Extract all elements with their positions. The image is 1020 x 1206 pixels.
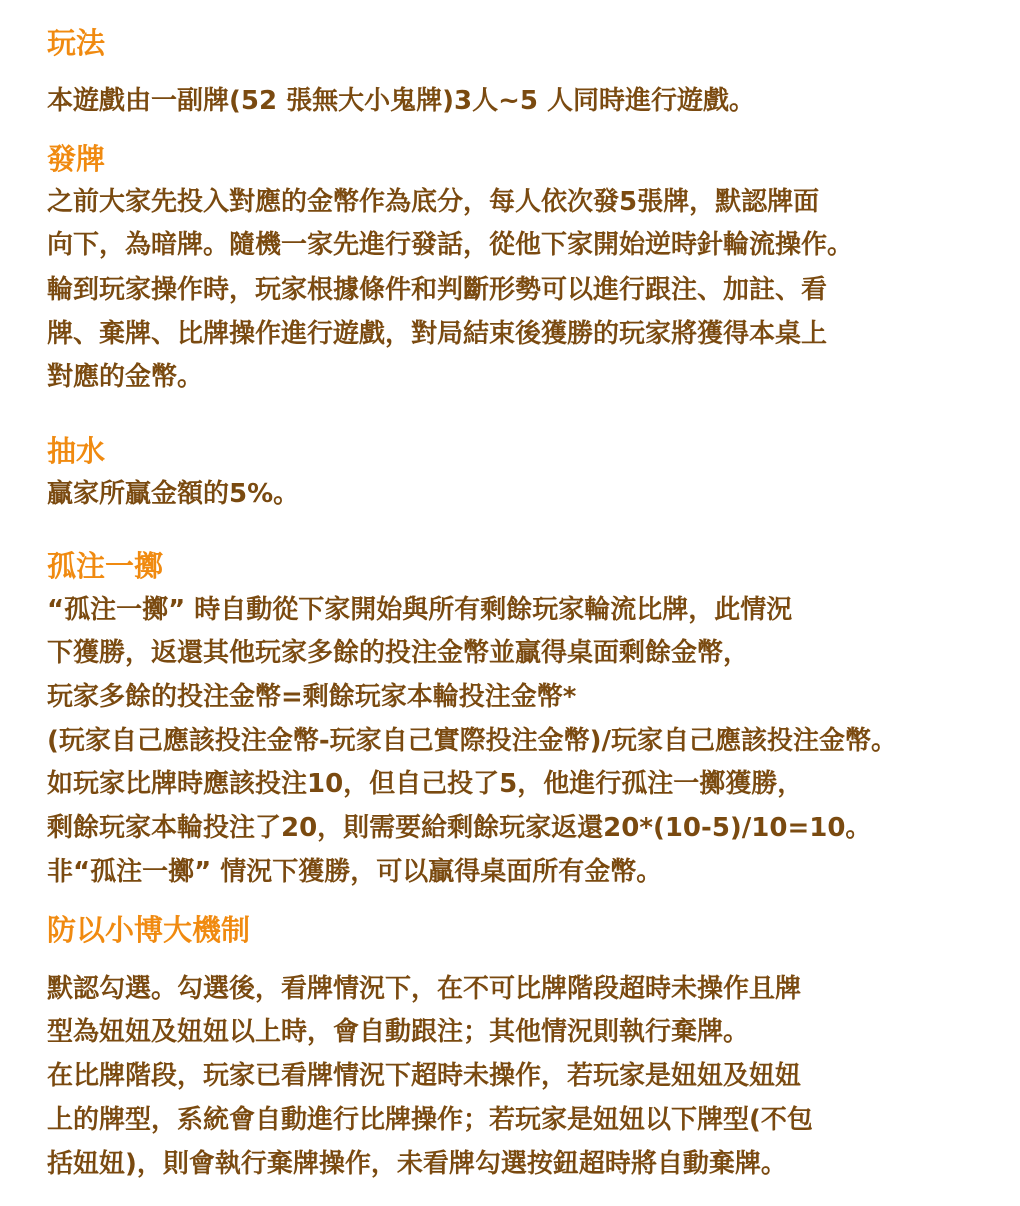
dealing-text-line: 向下，為暗牌。隨機一家先進行發話，從他下家開始逆時針輪流操作。 [47, 230, 854, 260]
all-in-text-line: 如玩家比牌時應該投注10，但自己投了5，他進行孤注一擲獲勝， [47, 769, 804, 799]
all-in-text-line: 剩餘玩家本輪投注了20，則需要給剩餘玩家返還20*(10-5)/10=10。 [47, 813, 872, 843]
anti-bluff-text-line: 默認勾選。勾選後，看牌情況下，在不可比牌階段超時未操作且牌 [47, 974, 802, 1004]
dealing-text-line: 之前大家先投入對應的金幣作為底分，每人依次發5張牌，默認牌面 [47, 187, 820, 217]
all-in-text-line: 下獲勝，返還其他玩家多餘的投注金幣並贏得桌面剩餘金幣， [47, 638, 750, 668]
anti-bluff-text-line: 型為妞妞及妞妞以上時，會自動跟注；其他情況則執行棄牌。 [47, 1017, 750, 1047]
rake-text-line: 贏家所贏金額的5%。 [47, 479, 300, 509]
anti-bluff-text-line: 在比牌階段，玩家已看牌情況下超時未操作，若玩家是妞妞及妞妞 [47, 1061, 802, 1091]
section-heading-rake: 抽水 [47, 434, 106, 468]
all-in-text-line: 非“孤注一擲” 情況下獲勝，可以贏得桌面所有金幣。 [47, 857, 663, 887]
dealing-text-line: 牌、棄牌、比牌操作進行遊戲，對局結束後獲勝的玩家將獲得本桌上 [47, 319, 828, 349]
section-heading-dealing: 發牌 [47, 142, 106, 176]
anti-bluff-text-line: 括妞妞)，則會執行棄牌操作，未看牌勾選按鈕超時將自動棄牌。 [47, 1149, 787, 1179]
section-heading-anti-bluff: 防以小博大機制 [47, 913, 251, 947]
all-in-text-line: “孤注一擲” 時自動從下家開始與所有剩餘玩家輪流比牌，此情況 [47, 595, 793, 625]
all-in-text-line: 玩家多餘的投注金幣=剩餘玩家本輪投注金幣* [47, 682, 577, 712]
all-in-text-line: (玩家自己應該投注金幣-玩家自己實際投注金幣)/玩家自己應該投注金幣。 [47, 726, 898, 756]
anti-bluff-text-line: 上的牌型，系統會自動進行比牌操作；若玩家是妞妞以下牌型(不包 [47, 1105, 813, 1135]
gameplay-text-line: 本遊戲由一副牌(52 張無大小鬼牌)3人~5 人同時進行遊戲。 [47, 86, 756, 116]
section-heading-all-in: 孤注一擲 [47, 549, 164, 583]
dealing-text-line: 輪到玩家操作時，玩家根據條件和判斷形勢可以進行跟注、加註、看 [47, 275, 828, 305]
section-heading-gameplay: 玩法 [47, 26, 106, 60]
dealing-text-line: 對應的金幣。 [47, 362, 204, 392]
